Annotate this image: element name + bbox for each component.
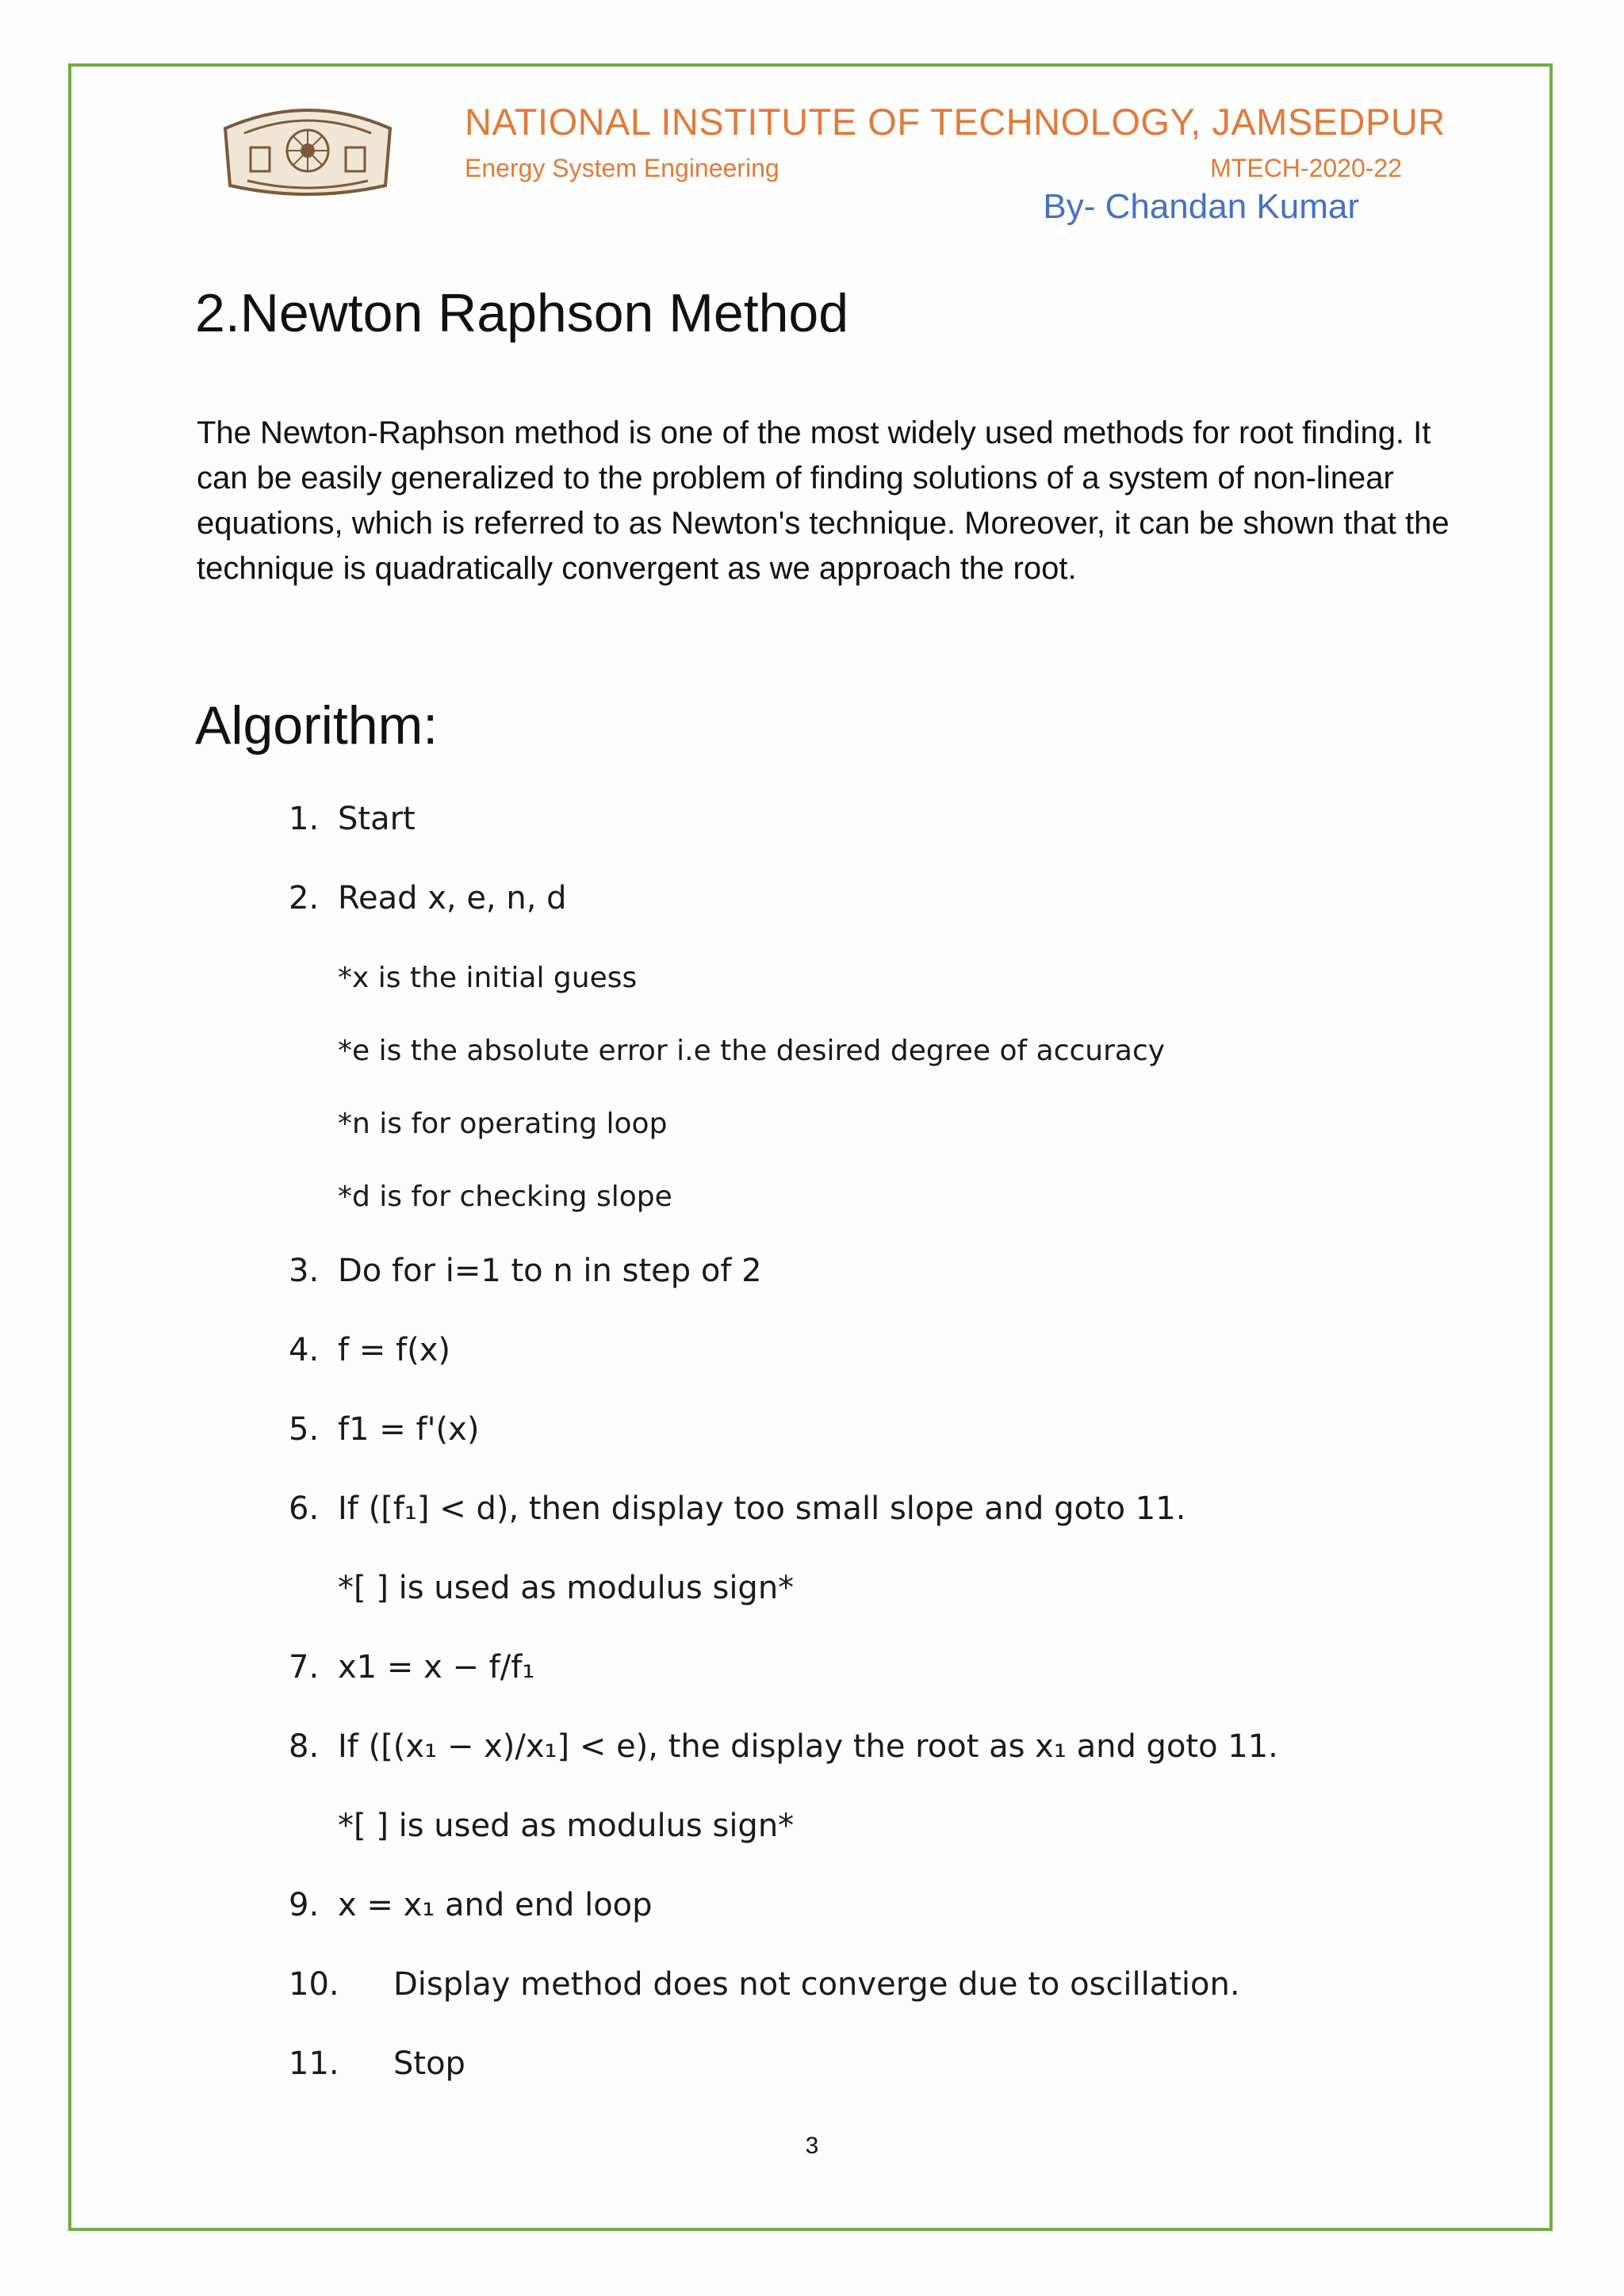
algorithm-step-3: 3. Do for i=1 to n in step of 2 bbox=[289, 1253, 762, 1289]
algorithm-step-2: 2. Read x, e, n, d bbox=[289, 880, 567, 916]
page-number: 3 bbox=[805, 2133, 819, 2159]
algorithm-step-1: 1. Start bbox=[289, 801, 416, 837]
algorithm-step-8: 8. If ([(x₁ − x)/x₁] < e), the display the root as x₁ and goto 11. bbox=[289, 1728, 1278, 1765]
note-d: *d is for checking slope bbox=[338, 1181, 672, 1213]
algorithm-step-11: 11. Stop bbox=[289, 2045, 465, 2082]
batch-label: MTECH-2020-22 bbox=[1210, 154, 1402, 182]
note-n: *n is for operating loop bbox=[338, 1108, 668, 1140]
note-modulus-1: *[ ] is used as modulus sign* bbox=[338, 1570, 795, 1606]
author-name: By- Chandan Kumar bbox=[1043, 187, 1359, 226]
institute-name: NATIONAL INSTITUTE OF TECHNOLOGY, JAMSEDPUR bbox=[465, 101, 1446, 143]
algorithm-step-10: 10. Display method does not converge due to oscillation. bbox=[289, 1966, 1240, 2003]
algorithm-step-5: 5. f1 = f'(x) bbox=[289, 1411, 480, 1448]
department-name: Energy System Engineering bbox=[465, 154, 779, 182]
intro-paragraph: The Newton-Raphson method is one of the most widely used methods for root finding. It can be easily generalized to the problem of finding solutions of a system of non-linear equations, which is referred to as Newton's technique. Moreover, it can be shown that the technique is quadratically convergent as we approach the root. bbox=[197, 415, 1450, 586]
page-title: 2.Newton Raphson Method bbox=[195, 283, 849, 343]
algorithm-step-7: 7. x1 = x − f/f₁ bbox=[289, 1649, 535, 1686]
institute-logo bbox=[216, 98, 400, 201]
algorithm-step-4: 4. f = f(x) bbox=[289, 1332, 450, 1368]
algorithm-heading: Algorithm: bbox=[195, 695, 439, 756]
note-x: *x is the initial guess bbox=[338, 962, 638, 994]
note-e: *e is the absolute error i.e the desired degree of accuracy bbox=[338, 1035, 1166, 1067]
algorithm-step-9: 9. x = x₁ and end loop bbox=[289, 1887, 653, 1923]
note-modulus-2: *[ ] is used as modulus sign* bbox=[338, 1808, 795, 1844]
algorithm-step-6: 6. If ([f₁] < d), then display too small slope and goto 11. bbox=[289, 1490, 1186, 1527]
